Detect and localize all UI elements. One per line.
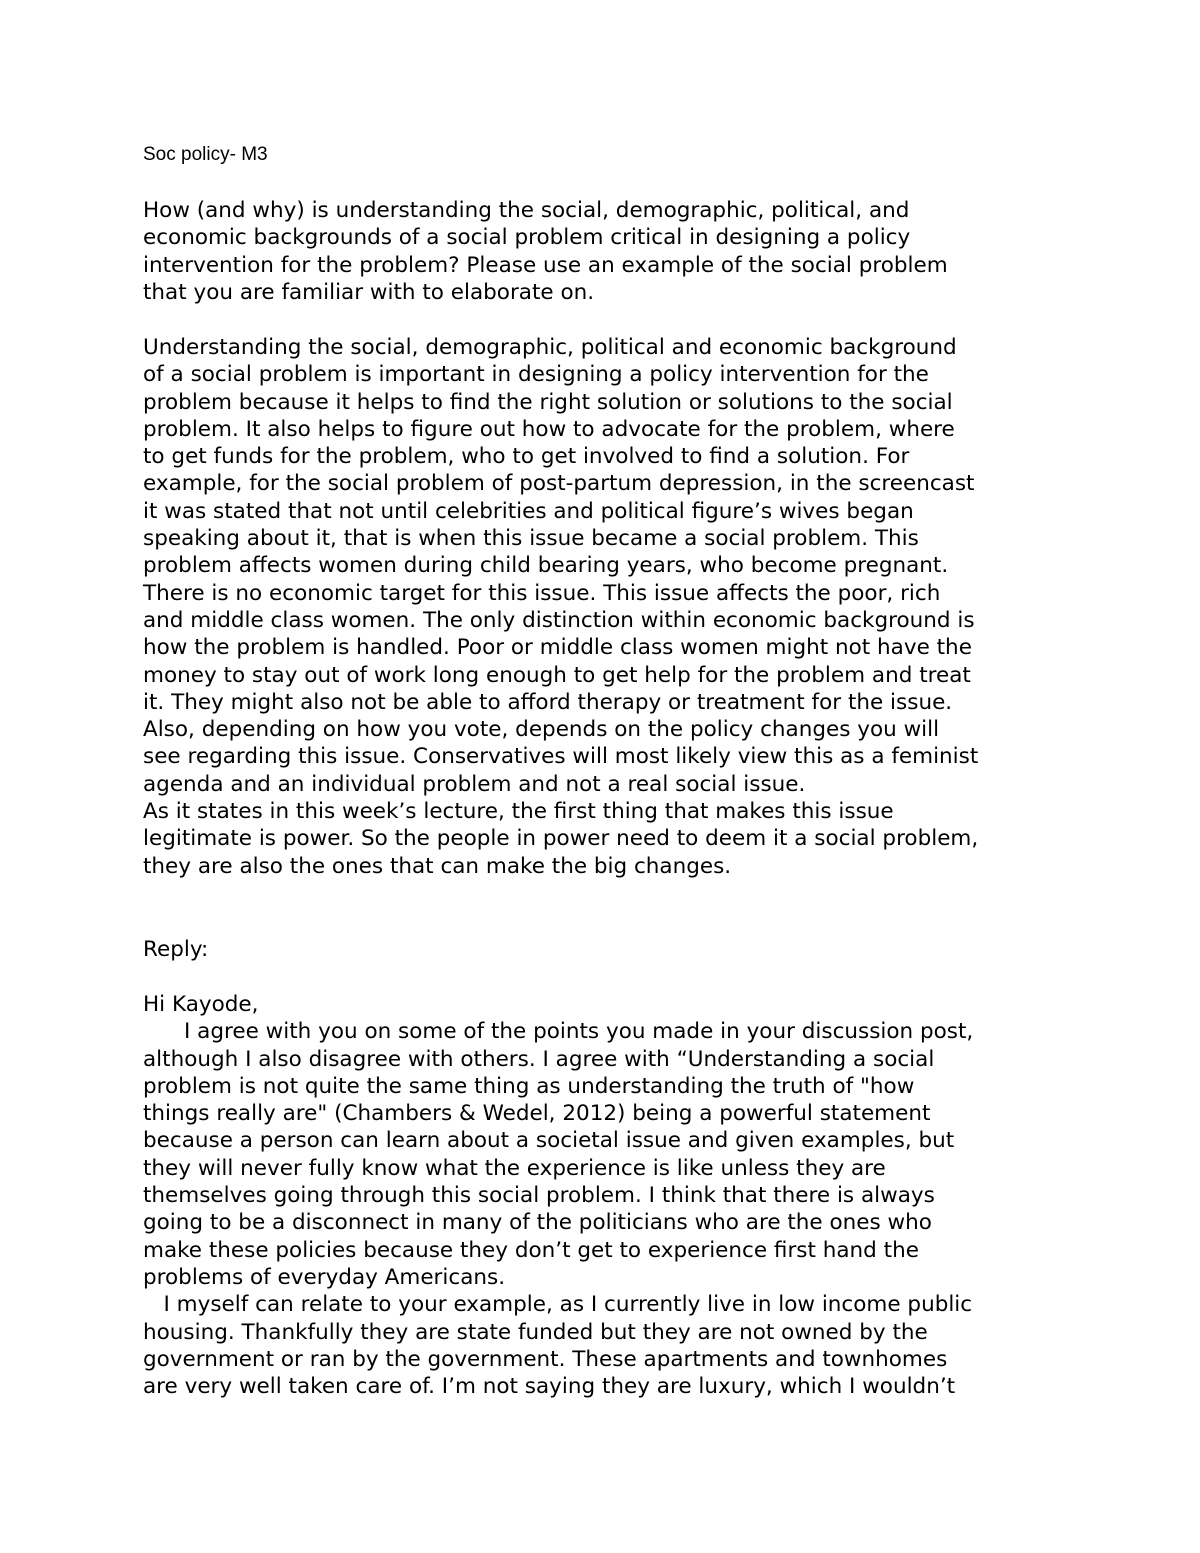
- reply-line: problem is not quite the same thing as understanding the truth of "how: [143, 1073, 915, 1099]
- question-line: that you are familiar with to elaborate on.: [143, 279, 595, 305]
- answer-paragraph: [143, 334, 1103, 880]
- answer-line: legitimate is power. So the people in power need to deem it a social problem,: [143, 826, 979, 852]
- answer-line: problem. It also helps to figure out how to advocate for the problem, where: [143, 416, 955, 442]
- reply-line: housing. Thankfully they are state funded but they are not owned by the: [143, 1319, 928, 1345]
- reply-paragraph: [143, 991, 1103, 1400]
- answer-line: it was stated that not until celebrities and political figure’s wives began: [143, 498, 914, 524]
- answer-line: to get funds for the problem, who to get involved to find a solution. For: [143, 444, 910, 470]
- answer-line: As it states in this week’s lecture, the first thing that makes this issue: [143, 799, 894, 825]
- answer-line: it. They might also not be able to afford therapy or treatment for the issue.: [143, 689, 953, 715]
- question-paragraph: [143, 197, 1103, 306]
- reply-line: although I also disagree with others. I agree with “Understanding a social: [143, 1046, 935, 1072]
- answer-line: and middle class women. The only distinction within economic background is: [143, 607, 975, 633]
- reply-line: things really are" (Chambers & Wedel, 2012) being a powerful statement: [143, 1101, 931, 1127]
- answer-line: see regarding this issue. Conservatives will most likely view this as a feminist: [143, 744, 979, 770]
- answer-line: how the problem is handled. Poor or middle class women might not have the: [143, 635, 972, 661]
- question-line: economic backgrounds of a social problem critical in designing a policy: [143, 225, 911, 251]
- reply-line: they will never fully know what the experience is like unless they are: [143, 1155, 886, 1181]
- answer-line: Also, depending on how you vote, depends on the policy changes you will: [143, 717, 940, 743]
- reply-line: going to be a disconnect in many of the politicians who are the ones who: [143, 1210, 932, 1236]
- reply-line: I myself can relate to your example, as I currently live in low income public: [143, 1292, 973, 1318]
- document-title: Soc policy- M3: [143, 144, 268, 165]
- answer-line: problem because it helps to find the right solution or solutions to the social: [143, 389, 953, 415]
- reply-line: government or ran by the government. These apartments and townhomes: [143, 1346, 948, 1372]
- answer-line: problem affects women during child bearing years, who become pregnant.: [143, 553, 949, 579]
- reply-line: I agree with you on some of the points you made in your discussion post,: [143, 1019, 974, 1045]
- question-line: How (and why) is understanding the social, demographic, political, and: [143, 198, 910, 223]
- reply-line: because a person can learn about a societal issue and given examples, but: [143, 1128, 955, 1154]
- reply-label-text: Reply:: [143, 937, 209, 962]
- reply-line: themselves going through this social problem. I think that there is always: [143, 1183, 935, 1209]
- question-line: intervention for the problem? Please use an example of the social problem: [143, 252, 948, 278]
- answer-line: they are also the ones that can make the big changes.: [143, 853, 732, 879]
- reply-line: problems of everyday Americans.: [143, 1264, 506, 1290]
- answer-line: of a social problem is important in designing a policy intervention for the: [143, 362, 929, 388]
- reply-line: are very well taken care of. I’m not saying they are luxury, which I wouldn’t: [143, 1374, 956, 1400]
- answer-line: speaking about it, that is when this issue became a social problem. This: [143, 526, 919, 552]
- answer-line: money to stay out of work long enough to get help for the problem and treat: [143, 662, 971, 688]
- answer-line: agenda and an individual problem and not a real social issue.: [143, 771, 806, 797]
- reply-line: make these policies because they don’t get to experience first hand the: [143, 1237, 919, 1263]
- answer-line: There is no economic target for this issue. This issue affects the poor, rich: [143, 580, 941, 606]
- answer-line: example, for the social problem of post-partum depression, in the screencast: [143, 471, 975, 497]
- answer-line: Understanding the social, demographic, political and economic background: [143, 335, 957, 360]
- reply-line: Hi Kayode,: [143, 992, 259, 1017]
- reply-label: [143, 936, 1103, 963]
